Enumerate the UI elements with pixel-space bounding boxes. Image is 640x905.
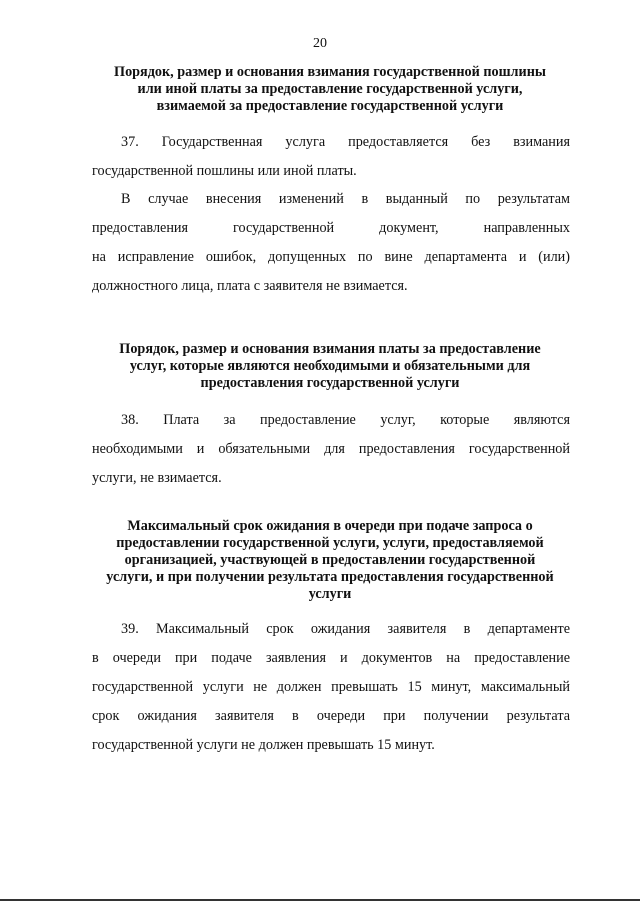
heading-line: услуги <box>308 586 352 602</box>
heading-line: организацией, участвующей в предоставлении государственной <box>124 552 536 568</box>
section-heading-waiting-time <box>70 518 590 603</box>
paragraph-39 <box>92 615 570 760</box>
paragraph-line: государственной услуги не должен превышать 15 минут, максимальный <box>92 679 570 695</box>
paragraph-line: должностного лица, плата с заявителя не взимается. <box>92 278 408 294</box>
paragraph-line: В случае внесения изменений в выданный по результатам <box>121 191 570 207</box>
paragraph-line: срок ожидания заявителя в очереди при получении результата <box>92 708 570 724</box>
heading-line: или иной платы за предоставление государственной услуги, <box>137 81 523 97</box>
paragraph-line: в очереди при подаче заявления и документов на предоставление <box>92 650 570 666</box>
paragraph-changes <box>92 185 570 301</box>
heading-line: предоставления государственной услуги <box>200 375 460 391</box>
heading-line: предоставлении государственной услуги, услуги, предоставляемой <box>116 535 544 551</box>
paragraph-line: государственной услуги не должен превышать 15 минут. <box>92 737 435 753</box>
section-heading-fee <box>70 64 590 115</box>
heading-line: услуги, и при получении результата предоставления государственной <box>106 569 554 585</box>
paragraph-line: 39. Максимальный срок ожидания заявителя в департаменте <box>121 621 570 637</box>
paragraph-line: необходимыми и обязательными для предоставления государственной <box>92 441 570 457</box>
paragraph-line: предоставления государственной документ, направленных <box>92 220 570 236</box>
heading-line: Порядок, размер и основания взимания платы за предоставление <box>119 341 541 357</box>
heading-line: взимаемой за предоставление государственной услуги <box>156 98 504 114</box>
heading-line: услуг, которые являются необходимыми и обязательными для <box>129 358 531 374</box>
paragraph-37 <box>92 128 570 186</box>
heading-line: Порядок, размер и основания взимания государственной пошлины <box>114 64 546 80</box>
scan-edge-line <box>0 899 640 901</box>
page-number: 20 <box>313 36 327 51</box>
paragraph-38 <box>92 406 570 493</box>
paragraph-line: 38. Плата за предоставление услуг, которые являются <box>121 412 570 428</box>
paragraph-line: услуги, не взимается. <box>92 470 222 486</box>
heading-line: Максимальный срок ожидания в очереди при подаче запроса о <box>127 518 533 534</box>
paragraph-line: 37. Государственная услуга предоставляется без взимания <box>121 134 570 150</box>
section-heading-payment <box>70 341 590 392</box>
paragraph-line: на исправление ошибок, допущенных по вине департамента и (или) <box>92 249 570 265</box>
paragraph-line: государственной пошлины или иной платы. <box>92 163 357 179</box>
